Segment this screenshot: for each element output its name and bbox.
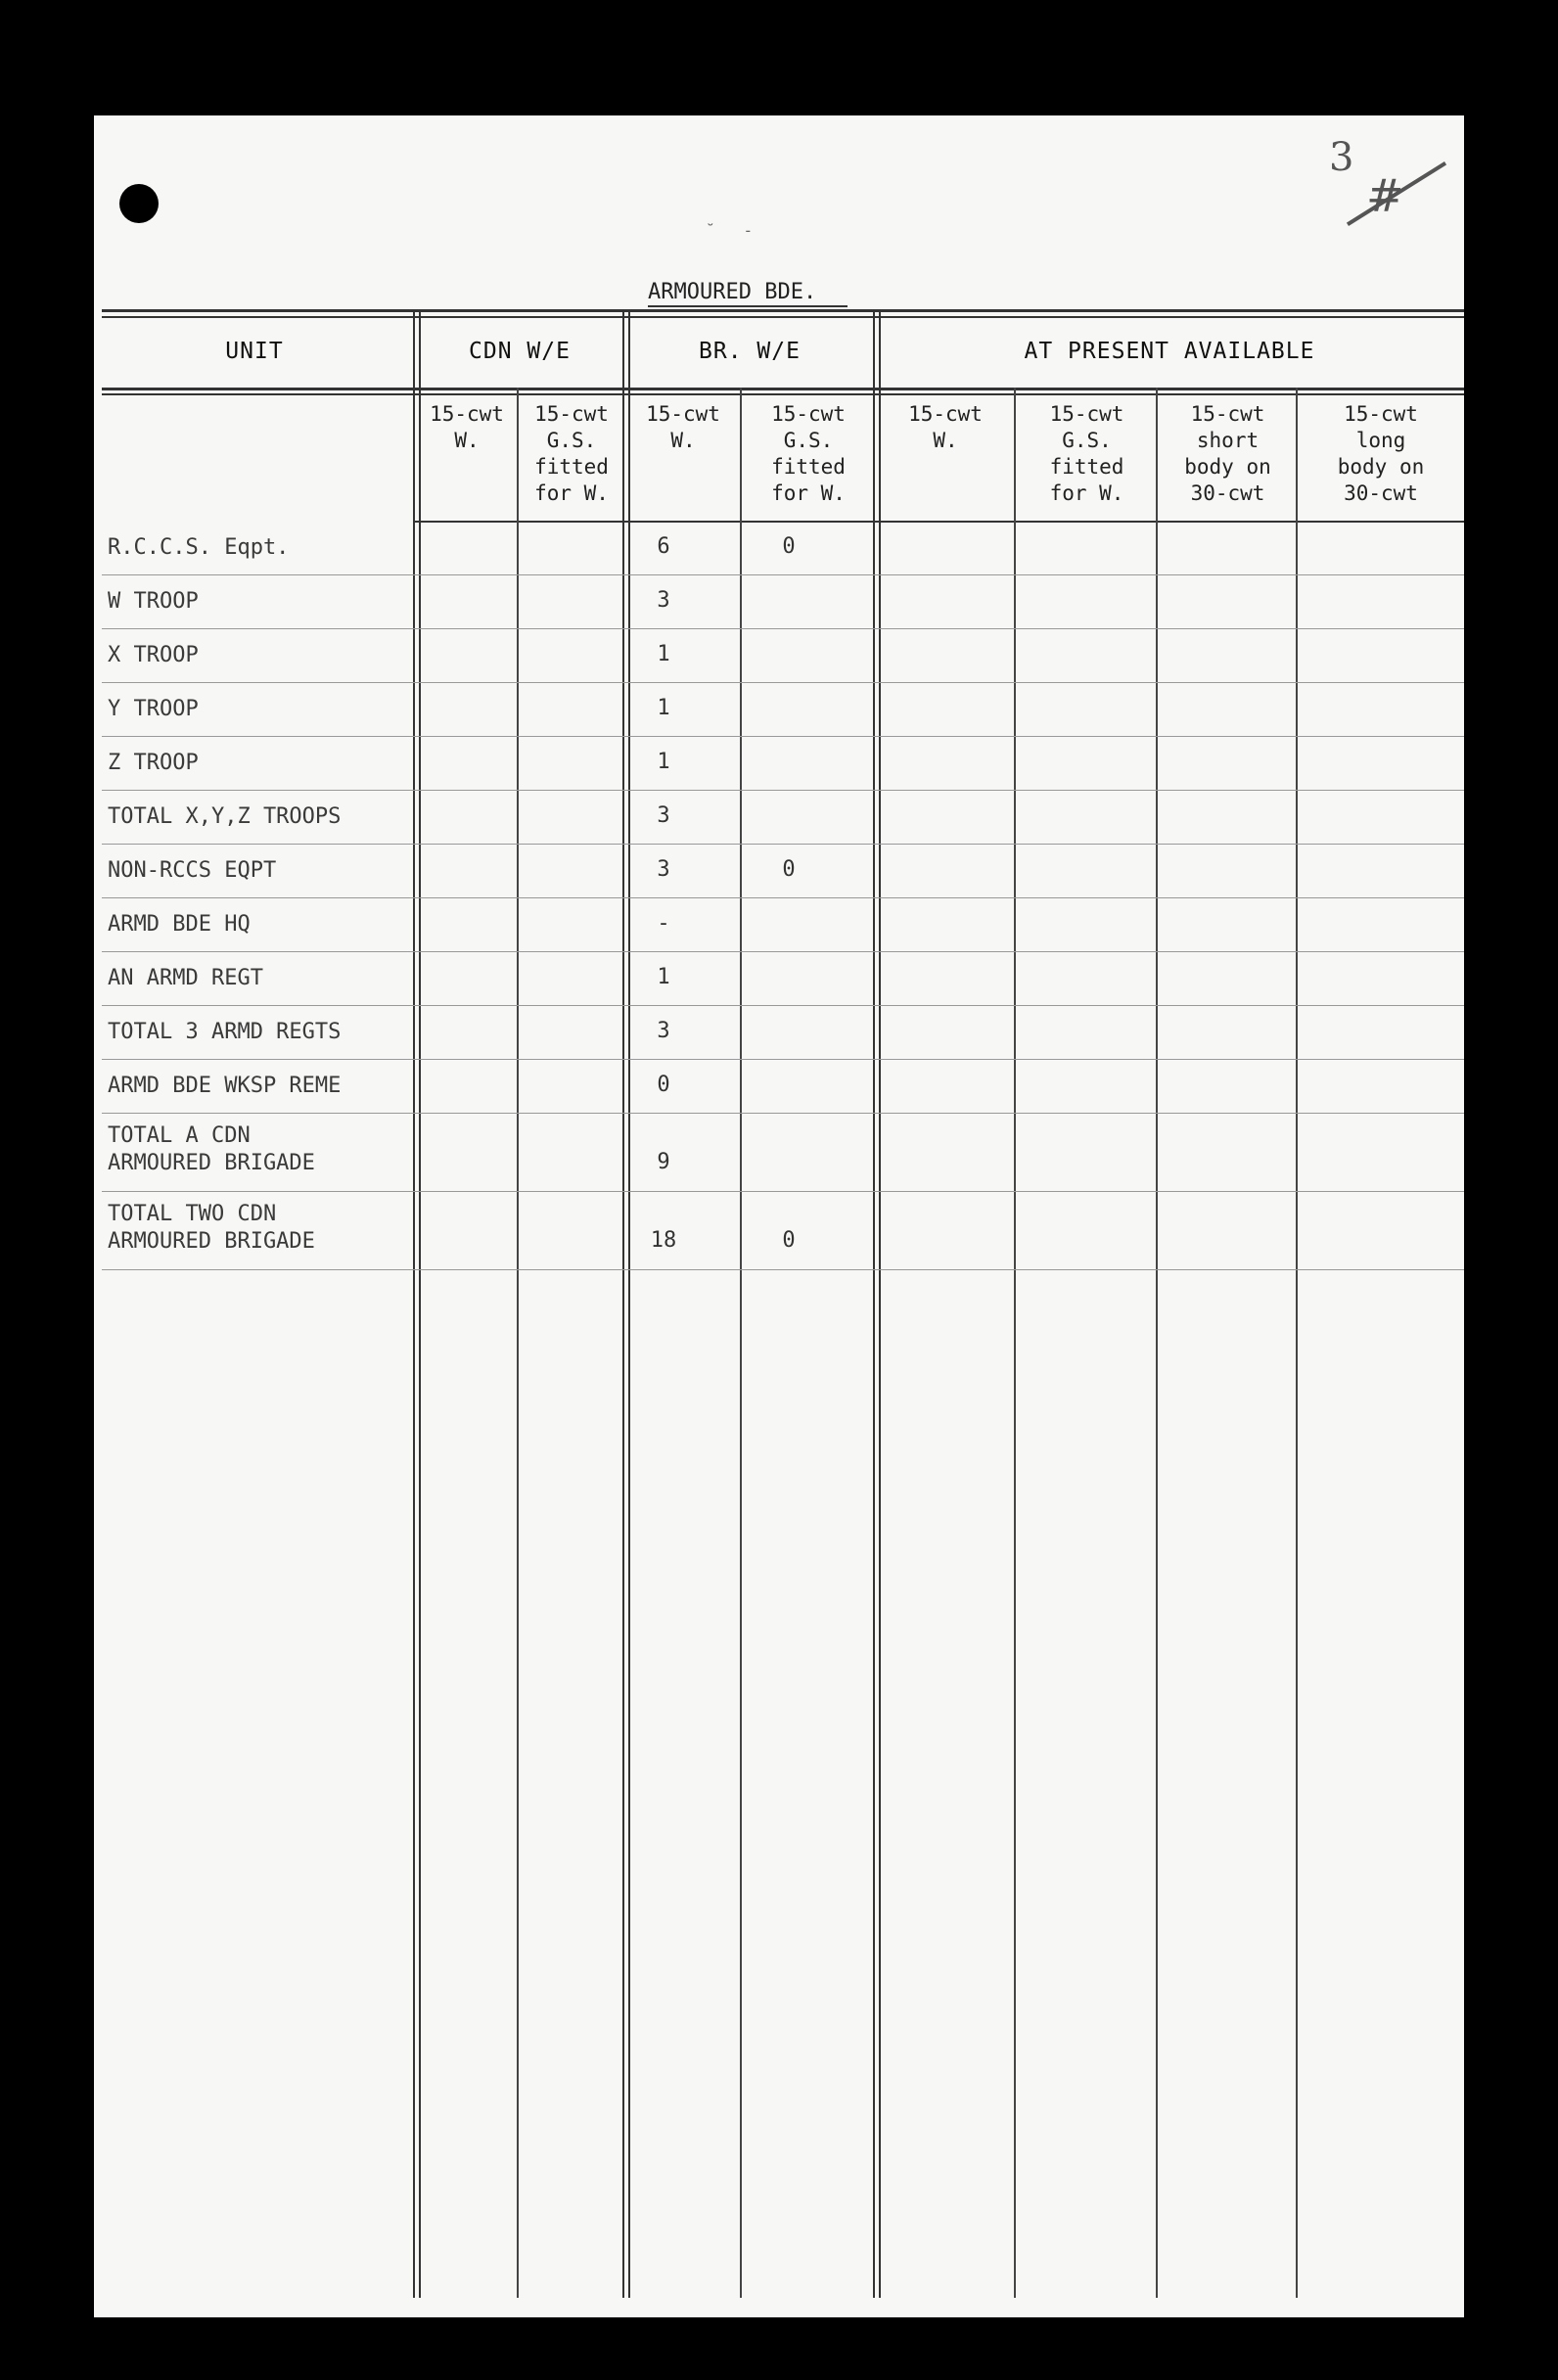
header-bottom-rule-2 — [102, 393, 1464, 395]
br-15cwt-w-value: 1 — [657, 642, 670, 666]
br-15cwt-w-value: 3 — [657, 803, 670, 828]
unit-label: R.C.C.S. Eqpt. — [108, 535, 290, 560]
unit-label: ARMD BDE WKSP REME — [108, 1074, 342, 1098]
sub-header-8: 15-cwt long body on 30-cwt — [1337, 402, 1425, 505]
row-rule — [102, 951, 1464, 952]
page-title: ARMOURED BDE. — [648, 280, 817, 304]
br-15cwt-gs-value: 0 — [782, 857, 796, 882]
br-15cwt-w-value: 18 — [650, 1228, 677, 1253]
unit-label: TOTAL A CDN ARMOURED BRIGADE — [108, 1123, 315, 1175]
sub-header-6: 15-cwt G.S. fitted for W. — [1049, 402, 1124, 505]
row-rule — [102, 897, 1464, 898]
br-15cwt-w-value: 3 — [657, 857, 670, 882]
unit-label: ARMD BDE HQ — [108, 912, 251, 937]
row-rule — [102, 1059, 1464, 1060]
br-15cwt-w-value: 3 — [657, 588, 670, 613]
row-rule — [102, 628, 1464, 629]
br-15cwt-w-value: 1 — [657, 696, 670, 720]
available-header: AT PRESENT AVAILABLE — [1024, 339, 1315, 364]
br-15cwt-w-value: 1 — [657, 965, 670, 989]
br-15cwt-gs-value: 0 — [782, 534, 796, 559]
row-rule — [102, 574, 1464, 575]
sub-header-4: 15-cwt G.S. fitted for W. — [771, 402, 846, 505]
cdn-w-divider — [517, 388, 519, 2298]
br-15cwt-w-value: 3 — [657, 1019, 670, 1043]
row-rule — [102, 1269, 1464, 1270]
row-rule — [102, 736, 1464, 737]
br-we-header: BR. W/E — [699, 339, 801, 364]
avail-gs-divider — [1156, 388, 1158, 2298]
br-w-divider — [740, 388, 742, 2298]
br-15cwt-w-value: - — [657, 911, 670, 936]
sub-header-5: 15-cwt W. — [908, 402, 983, 452]
page-number: 3 — [1329, 135, 1354, 180]
avail-short-divider — [1296, 388, 1298, 2298]
table-top-rule — [102, 309, 1464, 312]
sub-header-3: 15-cwt W. — [646, 402, 720, 452]
unit-label: Y TROOP — [108, 697, 199, 721]
br-15cwt-w-value: 1 — [657, 750, 670, 774]
row-rule — [102, 1191, 1464, 1192]
unit-label: X TROOP — [108, 643, 199, 667]
header-bottom-rule — [102, 388, 1464, 390]
unit-label: TOTAL X,Y,Z TROOPS — [108, 804, 342, 829]
sub-header-7: 15-cwt short body on 30-cwt — [1184, 402, 1271, 505]
row-rule — [102, 1005, 1464, 1006]
cdn-we-header: CDN W/E — [469, 339, 571, 364]
unit-column-divider — [413, 309, 421, 2298]
row-rule — [102, 790, 1464, 791]
br-15cwt-gs-value: 0 — [782, 1228, 796, 1253]
sub-header-2: 15-cwt G.S. fitted for W. — [534, 402, 609, 505]
avail-w-divider — [1014, 388, 1016, 2298]
br-gs-divider — [873, 309, 881, 2298]
unit-label: W TROOP — [108, 589, 199, 614]
unit-header: UNIT — [225, 339, 284, 364]
row-rule — [102, 682, 1464, 683]
stray-marks: ˘ - — [706, 221, 754, 240]
title-underline — [648, 305, 848, 307]
row-rule — [102, 844, 1464, 845]
unit-label: TOTAL TWO CDN ARMOURED BRIGADE — [108, 1202, 315, 1254]
unit-label: NON-RCCS EQPT — [108, 858, 277, 883]
sub-header-1: 15-cwt W. — [430, 402, 504, 452]
unit-label: Z TROOP — [108, 751, 199, 775]
unit-label: TOTAL 3 ARMD REGTS — [108, 1020, 342, 1044]
document-page — [94, 115, 1464, 2317]
unit-label: AN ARMD REGT — [108, 966, 263, 990]
table-top-rule-2 — [102, 316, 1464, 318]
br-15cwt-w-value: 6 — [657, 534, 670, 559]
br-15cwt-w-value: 9 — [657, 1150, 670, 1174]
punch-hole — [119, 184, 159, 223]
subheader-bottom-rule — [415, 521, 1464, 523]
struck-out-number-icon: # — [1366, 169, 1404, 222]
row-rule — [102, 1113, 1464, 1114]
br-15cwt-w-value: 0 — [657, 1073, 670, 1097]
